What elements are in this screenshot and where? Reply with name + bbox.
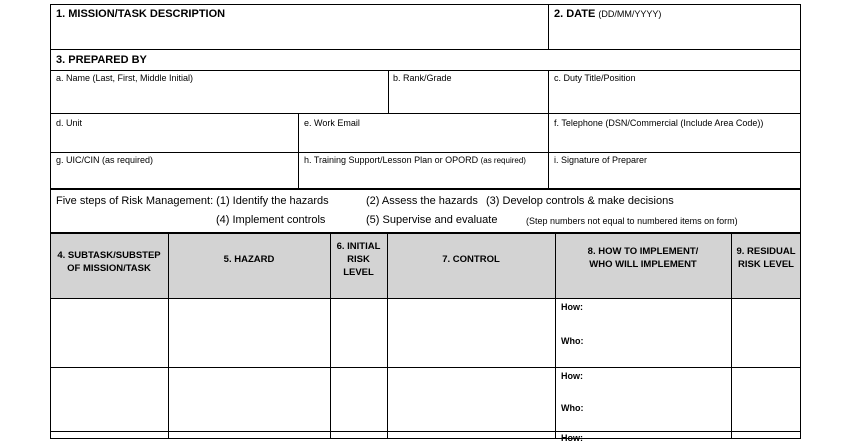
signature-field-label: i. Signature of Preparer [554, 155, 648, 165]
steps-line2-note: (Step numbers not equal to numbered items on form) [526, 216, 738, 226]
divider-uic-training [298, 152, 299, 189]
steps-line1-lead: Five steps of Risk Management: (1) Identify the hazards [56, 195, 329, 207]
uic-field-label: g. UIC/CIN (as required) [56, 155, 154, 165]
steps-line1-step3: (3) Develop controls & make decisions [486, 195, 674, 207]
divider-name-rank [388, 70, 389, 114]
mission-task-label: 1. MISSION/TASK DESCRIPTION [56, 8, 226, 20]
hazard-column-header: 5. HAZARD [223, 254, 275, 265]
residual-header-line1: 9. RESIDUAL [736, 246, 796, 257]
date-label-main: 2. DATE [554, 8, 599, 20]
email-field-label: e. Work Email [304, 118, 360, 128]
unit-field-label: d. Unit [56, 118, 83, 128]
telephone-field-label: f. Telephone (DSN/Commercial (Include Area Code)) [554, 118, 764, 128]
training-field-label [304, 156, 526, 165]
implement-header-line2: WHO WILL IMPLEMENT [589, 258, 697, 270]
initial-risk-column-header [330, 241, 387, 279]
mission-date-divider [548, 4, 549, 50]
row-divider-1 [50, 367, 801, 368]
row1-how-label: How: [561, 302, 583, 312]
duty-field-label: c. Duty Title/Position [554, 73, 636, 83]
row-divider-2 [50, 431, 801, 432]
row1-who-label: Who: [561, 336, 584, 346]
subtask-column-header [50, 250, 168, 276]
prepared-by-label: 3. PREPARED BY [56, 54, 147, 66]
header-bottom-line [50, 298, 801, 299]
divider-email-phone [548, 113, 549, 153]
initial-header-line3: LEVEL [343, 266, 374, 278]
rank-field-label: b. Rank/Grade [393, 73, 452, 83]
divider-rank-duty [548, 70, 549, 114]
residual-risk-column-header [731, 246, 801, 272]
date-format-hint: (DD/MM/YYYY) [598, 9, 662, 19]
date-label [554, 9, 661, 20]
training-field-note: (as required) [480, 156, 526, 165]
divider-training-signature [548, 152, 549, 189]
implement-column-header [555, 246, 731, 272]
row2-who-label: Who: [561, 403, 584, 413]
name-field-label: a. Name (Last, First, Middle Initial) [56, 73, 194, 83]
implement-header-line1: 8. HOW TO IMPLEMENT/ [587, 246, 699, 257]
steps-line1-step2: (2) Assess the hazards [366, 195, 478, 207]
subtask-header-line2: OF MISSION/TASK [67, 262, 151, 274]
subtask-header-line1: 4. SUBTASK/SUBSTEP [57, 250, 161, 261]
initial-header-line1: 6. INITIAL [336, 241, 381, 252]
residual-header-line2: RISK LEVEL [738, 258, 794, 270]
row3-how-label: How: [561, 433, 583, 443]
steps-line2-step4: (4) Implement controls [216, 214, 326, 226]
steps-line2-step5: (5) Supervise and evaluate [366, 214, 498, 226]
row2-how-label: How: [561, 371, 583, 381]
initial-header-line2: RISK [347, 253, 370, 265]
prepared-by-header [50, 49, 801, 71]
control-column-header: 7. CONTROL [442, 254, 500, 265]
training-field-main: h. Training Support/Lesson Plan or OPORD [304, 155, 481, 165]
divider-unit-email [298, 113, 299, 153]
